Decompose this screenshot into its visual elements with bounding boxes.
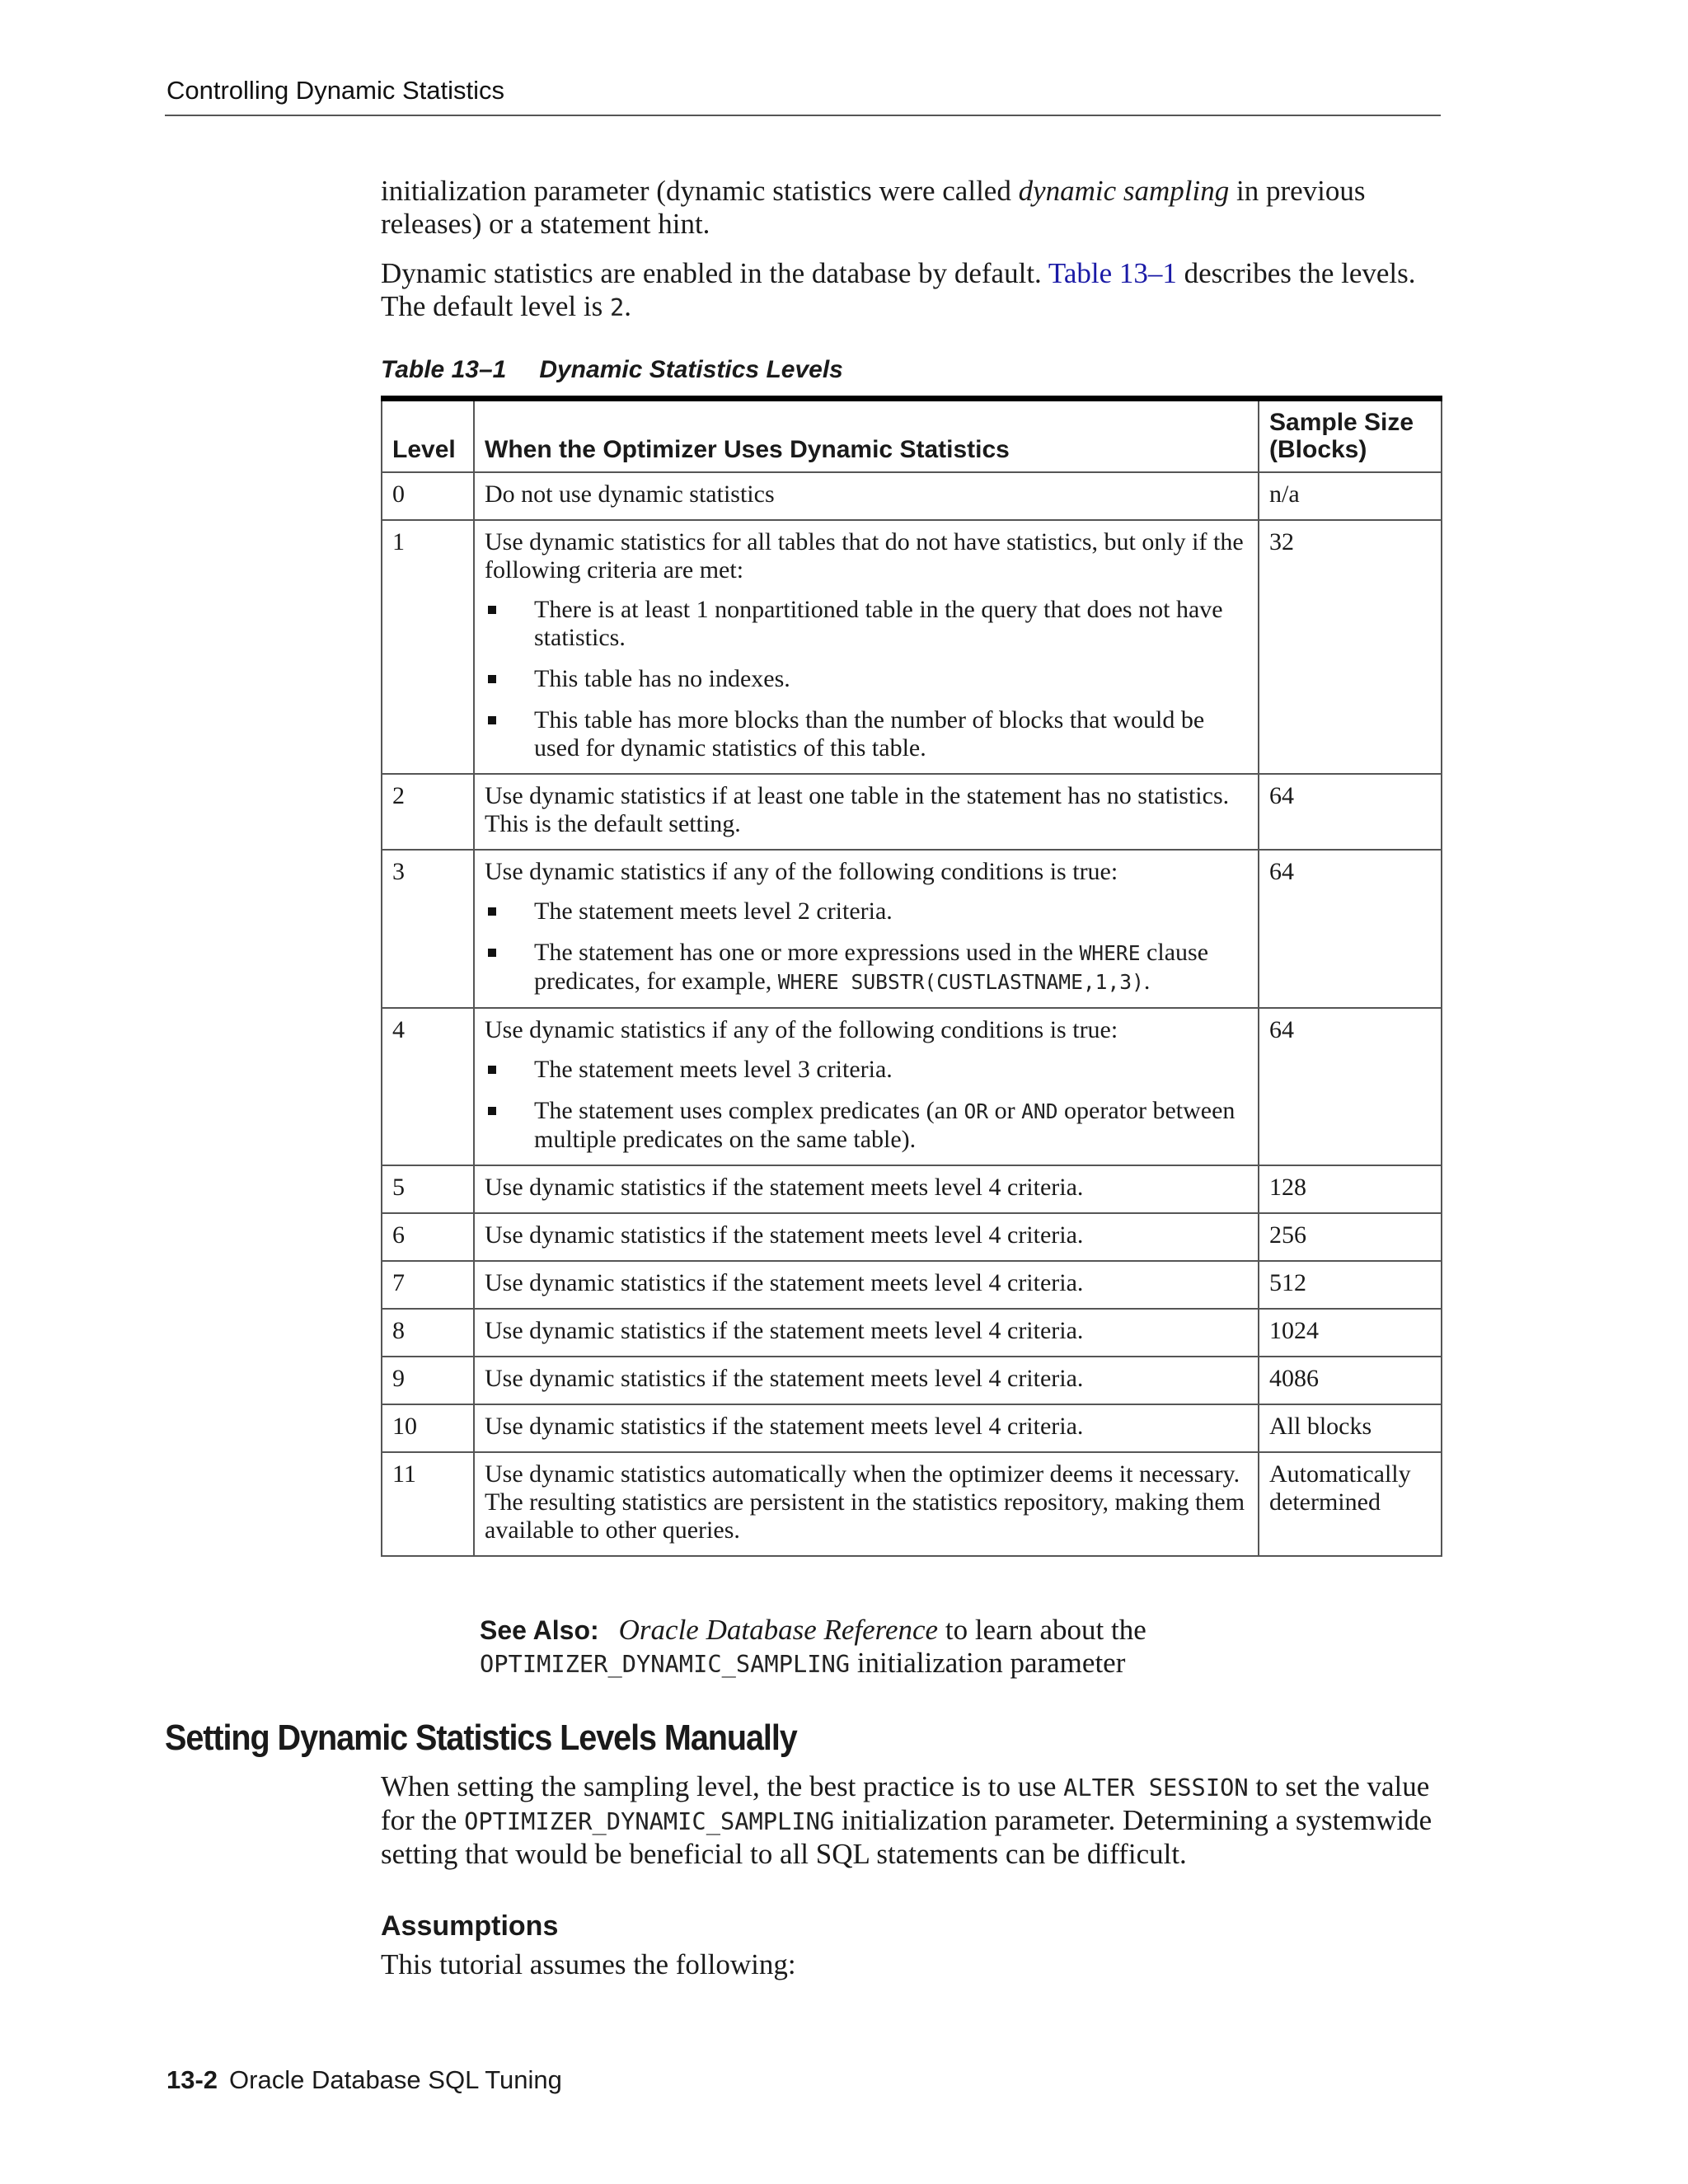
text: initialization parameter (dynamic statistics were called	[381, 175, 1019, 207]
cell-level: 3	[382, 850, 474, 1008]
cell-size: 1024	[1259, 1309, 1442, 1357]
page-number: 13-2	[166, 2065, 218, 2094]
cell-level: 2	[382, 774, 474, 850]
code: WHERE SUBSTR(CUSTLASTNAME,1,3)	[777, 970, 1144, 994]
item-text: clause predicates, for example,	[534, 939, 1209, 995]
assumptions-text: This tutorial assumes the following:	[381, 1948, 796, 1980]
text: Dynamic statistics are enabled in the database by default.	[381, 257, 1048, 289]
item-text: .	[1143, 968, 1151, 995]
cell-desc: Use dynamic statistics if the statement meets level 4 criteria.	[474, 1261, 1259, 1309]
item-text: There is at least 1 nonpartitioned table in the query that does not have statistics.	[534, 596, 1223, 651]
cell-level: 0	[382, 472, 474, 520]
cell-desc: Use dynamic statistics if at least one table in the statement has no statistics. This is the default setting.	[474, 774, 1259, 850]
cell-desc	[474, 520, 1259, 774]
bullet-icon	[488, 606, 496, 614]
cell-size: 64	[1259, 1008, 1442, 1165]
table-caption	[381, 356, 843, 384]
item-text: The statement meets level 3 criteria.	[534, 1056, 893, 1083]
code: AND	[1021, 1099, 1058, 1123]
cell-size: 64	[1259, 850, 1442, 1008]
text: initialization parameter. Determining a systemwide setting that would be beneficial to all SQL statements can be difficult.	[381, 1804, 1432, 1870]
cell-level: 6	[382, 1213, 474, 1261]
cell-desc: Use dynamic statistics automatically when the optimizer deems it necessary. The resulting statistics are persistent in the statistics repository, making them available to other queries.	[474, 1452, 1259, 1556]
text: When setting the sampling level, the best practice is to use	[381, 1770, 1064, 1802]
see-also-label: See Also:	[480, 1615, 599, 1645]
cell-desc: Do not use dynamic statistics	[474, 472, 1259, 520]
cell-desc: Use dynamic statistics if the statement meets level 4 criteria.	[474, 1357, 1259, 1404]
caption-number: Table 13–1	[381, 356, 507, 383]
cell-level: 5	[382, 1165, 474, 1213]
intro-paragraph-1	[381, 175, 1444, 241]
code: WHERE	[1079, 941, 1141, 965]
code: OR	[964, 1099, 989, 1123]
bullet-icon	[488, 1066, 496, 1074]
assumptions-heading: Assumptions	[381, 1910, 559, 1942]
bullet-icon	[488, 716, 496, 724]
cell-size: 32	[1259, 520, 1442, 774]
table-row	[382, 520, 1442, 774]
table-row	[382, 472, 1442, 520]
book-title: Oracle Database SQL Tuning	[229, 2065, 562, 2094]
cell-level: 10	[382, 1404, 474, 1452]
reference-title: Oracle Database Reference	[618, 1614, 939, 1646]
bullet-icon	[488, 907, 496, 916]
dynamic-statistics-table	[381, 396, 1442, 1557]
table-row	[382, 850, 1442, 1008]
cell-size: Automatically determined	[1259, 1452, 1442, 1556]
bullet-icon	[488, 675, 496, 683]
item-text: or	[988, 1097, 1022, 1124]
cell-level: 1	[382, 520, 474, 774]
cell-size: 64	[1259, 774, 1442, 850]
cell-size: 256	[1259, 1213, 1442, 1261]
cell-size: 128	[1259, 1165, 1442, 1213]
desc-text: Use dynamic statistics if any of the following conditions is true:	[485, 858, 1118, 885]
text: in previous releases) or a statement hint.	[381, 175, 1366, 240]
cell-desc: Use dynamic statistics if the statement meets level 4 criteria.	[474, 1404, 1259, 1452]
table-row	[382, 1404, 1442, 1452]
text: to set the value for the	[381, 1770, 1430, 1836]
section-heading: Setting Dynamic Statistics Levels Manually	[165, 1718, 797, 1758]
code: ALTER SESSION	[1063, 1774, 1249, 1802]
header-when: When the Optimizer Uses Dynamic Statistics	[474, 399, 1259, 473]
desc-text: Use dynamic statistics if any of the following conditions is true:	[485, 1016, 1118, 1043]
item-text: This table has more blocks than the number of blocks that would be used for dynamic statistics of this table.	[534, 706, 1205, 762]
see-also-note	[480, 1614, 1436, 1680]
caption-title: Dynamic Statistics Levels	[539, 356, 843, 383]
table-row	[382, 1309, 1442, 1357]
cell-size: 4086	[1259, 1357, 1442, 1404]
text: .	[624, 290, 631, 322]
table-header-row	[382, 399, 1442, 473]
item-text: The statement uses complex predicates (an	[534, 1097, 964, 1124]
criteria-list	[485, 898, 1248, 996]
cell-desc	[474, 850, 1259, 1008]
criteria-list	[485, 596, 1248, 762]
cell-desc: Use dynamic statistics if the statement meets level 4 criteria.	[474, 1165, 1259, 1213]
cell-size: n/a	[1259, 472, 1442, 520]
table-row	[382, 1357, 1442, 1404]
item-text: This table has no indexes.	[534, 665, 790, 692]
list-item	[485, 939, 1248, 996]
table-row	[382, 1008, 1442, 1165]
section-paragraph	[381, 1770, 1444, 1871]
bullet-icon	[488, 1107, 496, 1115]
header-level: Level	[382, 399, 474, 473]
cell-desc: Use dynamic statistics if the statement meets level 4 criteria.	[474, 1213, 1259, 1261]
cell-level: 4	[382, 1008, 474, 1165]
cell-size: All blocks	[1259, 1404, 1442, 1452]
list-item	[485, 665, 1248, 693]
table-row	[382, 774, 1442, 850]
page-footer	[166, 2065, 562, 2095]
list-item	[485, 1097, 1248, 1154]
running-header: Controlling Dynamic Statistics	[166, 76, 505, 105]
list-item	[485, 1056, 1248, 1084]
cell-level: 11	[382, 1452, 474, 1556]
cell-desc	[474, 1008, 1259, 1165]
table-row	[382, 1261, 1442, 1309]
header-rule	[165, 115, 1441, 116]
cell-level: 9	[382, 1357, 474, 1404]
code: 2	[609, 293, 625, 321]
header-sample-size: Sample Size (Blocks)	[1259, 399, 1442, 473]
intro-paragraph-2	[381, 257, 1444, 324]
cell-size: 512	[1259, 1261, 1442, 1309]
text: initialization parameter	[850, 1647, 1126, 1679]
item-text: The statement has one or more expressions used in the	[534, 939, 1080, 966]
item-text: operator between multiple predicates on the same table).	[534, 1097, 1236, 1153]
code: OPTIMIZER_DYNAMIC_SAMPLING	[464, 1807, 835, 1835]
cell-level: 8	[382, 1309, 474, 1357]
text: to learn about the	[938, 1614, 1146, 1646]
desc-text: Use dynamic statistics for all tables that do not have statistics, but only if the following criteria are met:	[485, 528, 1244, 583]
cell-desc: Use dynamic statistics if the statement meets level 4 criteria.	[474, 1309, 1259, 1357]
code: OPTIMIZER_DYNAMIC_SAMPLING	[480, 1650, 851, 1678]
list-item	[485, 706, 1248, 762]
list-item	[485, 596, 1248, 652]
cell-level: 7	[382, 1261, 474, 1309]
table-row	[382, 1213, 1442, 1261]
criteria-list	[485, 1056, 1248, 1154]
emphasis: dynamic sampling	[1018, 175, 1230, 207]
list-item	[485, 898, 1248, 926]
table-row	[382, 1165, 1442, 1213]
text: describes the levels. The default level is	[381, 257, 1416, 322]
item-text: The statement meets level 2 criteria.	[534, 898, 893, 925]
table-link[interactable]: Table 13–1	[1048, 257, 1177, 289]
table-row	[382, 1452, 1442, 1556]
bullet-icon	[488, 949, 496, 957]
